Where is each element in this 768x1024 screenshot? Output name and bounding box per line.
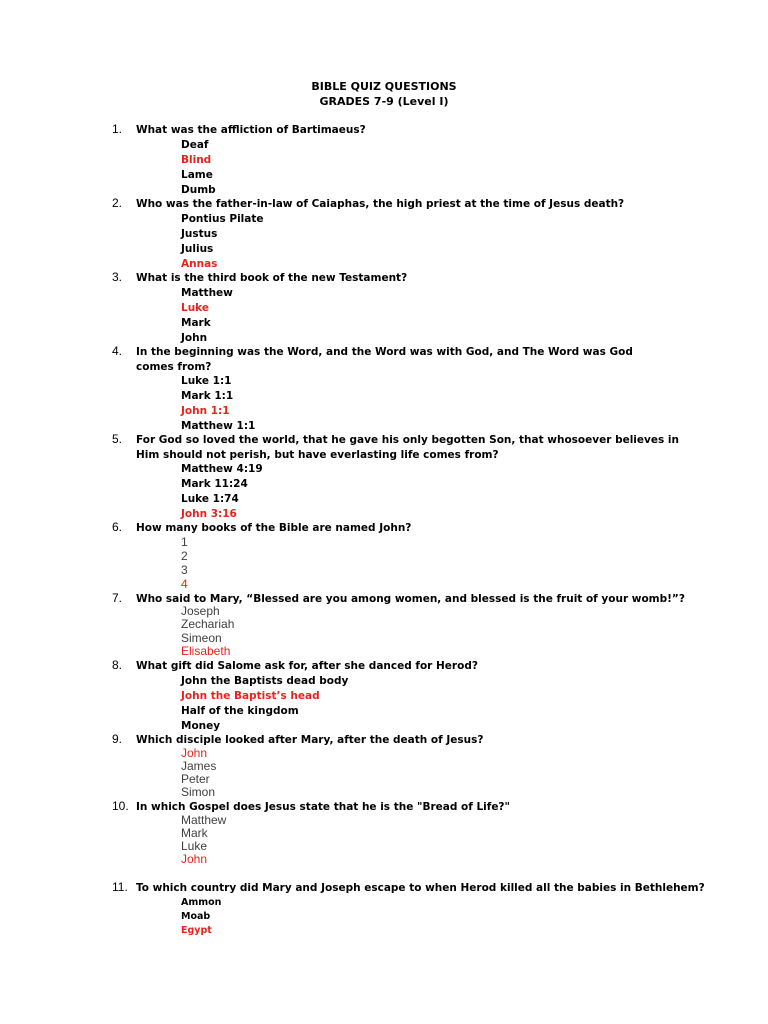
answer-option: Deaf — [181, 139, 209, 151]
question-text: In the beginning was the Word, and the Word was with God, and The Word was God comes from? — [136, 346, 633, 373]
correct-answer-option: Luke — [181, 302, 209, 314]
answer-option: Mark — [181, 826, 208, 840]
answer-option: Simeon — [181, 631, 222, 645]
answer-option: Mark 11:24 — [181, 478, 248, 490]
correct-answer-option: John the Baptist’s head — [181, 690, 320, 702]
question-number: 9. — [112, 732, 123, 746]
answer-option: Matthew — [181, 813, 227, 827]
answer-option: Justus — [181, 228, 218, 240]
answer-option: Half of the kingdom — [181, 705, 299, 717]
answer-option: Simon — [181, 785, 216, 799]
answer-option: Luke — [181, 839, 208, 853]
answer-option: John — [181, 332, 208, 344]
question-text: In which Gospel does Jesus state that he is the "Bread of Life?" — [136, 801, 510, 813]
question-number: 3. — [112, 270, 123, 284]
question-number: 4. — [112, 344, 123, 358]
question-text: Which disciple looked after Mary, after the death of Jesus? — [136, 734, 484, 746]
correct-answer-option: John — [181, 852, 208, 866]
question-number: 8. — [112, 658, 123, 672]
answer-option: 3 — [181, 563, 188, 577]
correct-answer-option: Annas — [181, 258, 218, 270]
page-subtitle: GRADES 7-9 (Level I) — [319, 95, 449, 108]
question-number: 10. — [112, 799, 129, 813]
answer-option: Matthew 4:19 — [181, 463, 263, 475]
question-text: How many books of the Bible are named John? — [136, 522, 412, 534]
question-number: 1. — [112, 122, 123, 136]
question-number: 7. — [112, 591, 123, 605]
answer-option: Luke 1:74 — [181, 493, 239, 505]
correct-answer-option: 4 — [181, 577, 188, 591]
answer-option: Matthew 1:1 — [181, 420, 256, 432]
answer-option: Peter — [181, 772, 210, 786]
question-number: 5. — [112, 432, 123, 446]
answer-option: Matthew — [181, 287, 233, 299]
question-number: 11. — [112, 880, 128, 894]
answer-option: Julius — [181, 243, 214, 255]
answer-option: Lame — [181, 169, 213, 181]
question-text: What gift did Salome ask for, after she danced for Herod? — [136, 660, 478, 672]
correct-answer-option: Blind — [181, 154, 212, 166]
answer-option: Money — [181, 720, 221, 732]
answer-option: Mark 1:1 — [181, 390, 234, 402]
question-number: 6. — [112, 520, 123, 534]
answer-option: Moab — [181, 911, 211, 922]
question-text: Who said to Mary, “Blessed are you among women, and blessed is the fruit of your womb!”? — [136, 593, 685, 605]
question-text: What is the third book of the new Testament? — [136, 272, 408, 284]
correct-answer-option: Egypt — [181, 925, 212, 936]
correct-answer-option: Elisabeth — [181, 644, 231, 658]
answer-option: Zechariah — [181, 617, 235, 631]
correct-answer-option: John 3:16 — [181, 508, 237, 520]
answer-option: Dumb — [181, 184, 216, 196]
answer-option: 2 — [181, 549, 188, 563]
answer-option: Ammon — [181, 897, 222, 908]
answer-option: Joseph — [181, 604, 220, 618]
question-text: To which country did Mary and Joseph escape to when Herod killed all the babies in Bethlehem? — [136, 882, 705, 894]
answer-option: Mark — [181, 317, 211, 329]
question-text: For God so loved the world, that he gave his only begotten Son, that whosoever believes in Him should not perish, but have everlasting life comes from? — [136, 434, 679, 461]
answer-option: Luke 1:1 — [181, 375, 232, 387]
correct-answer-option: John 1:1 — [181, 405, 230, 417]
question-text: What was the affliction of Bartimaeus? — [136, 124, 366, 136]
page-title: BIBLE QUIZ QUESTIONS — [311, 80, 457, 93]
answer-option: John the Baptists dead body — [181, 675, 349, 687]
answer-option: Pontius Pilate — [181, 213, 264, 225]
answer-option: James — [181, 759, 217, 773]
answer-option: 1 — [181, 535, 188, 549]
correct-answer-option: John — [181, 746, 208, 760]
question-text: Who was the father-in-law of Caiaphas, the high priest at the time of Jesus death? — [136, 198, 625, 210]
question-number: 2. — [112, 196, 123, 210]
